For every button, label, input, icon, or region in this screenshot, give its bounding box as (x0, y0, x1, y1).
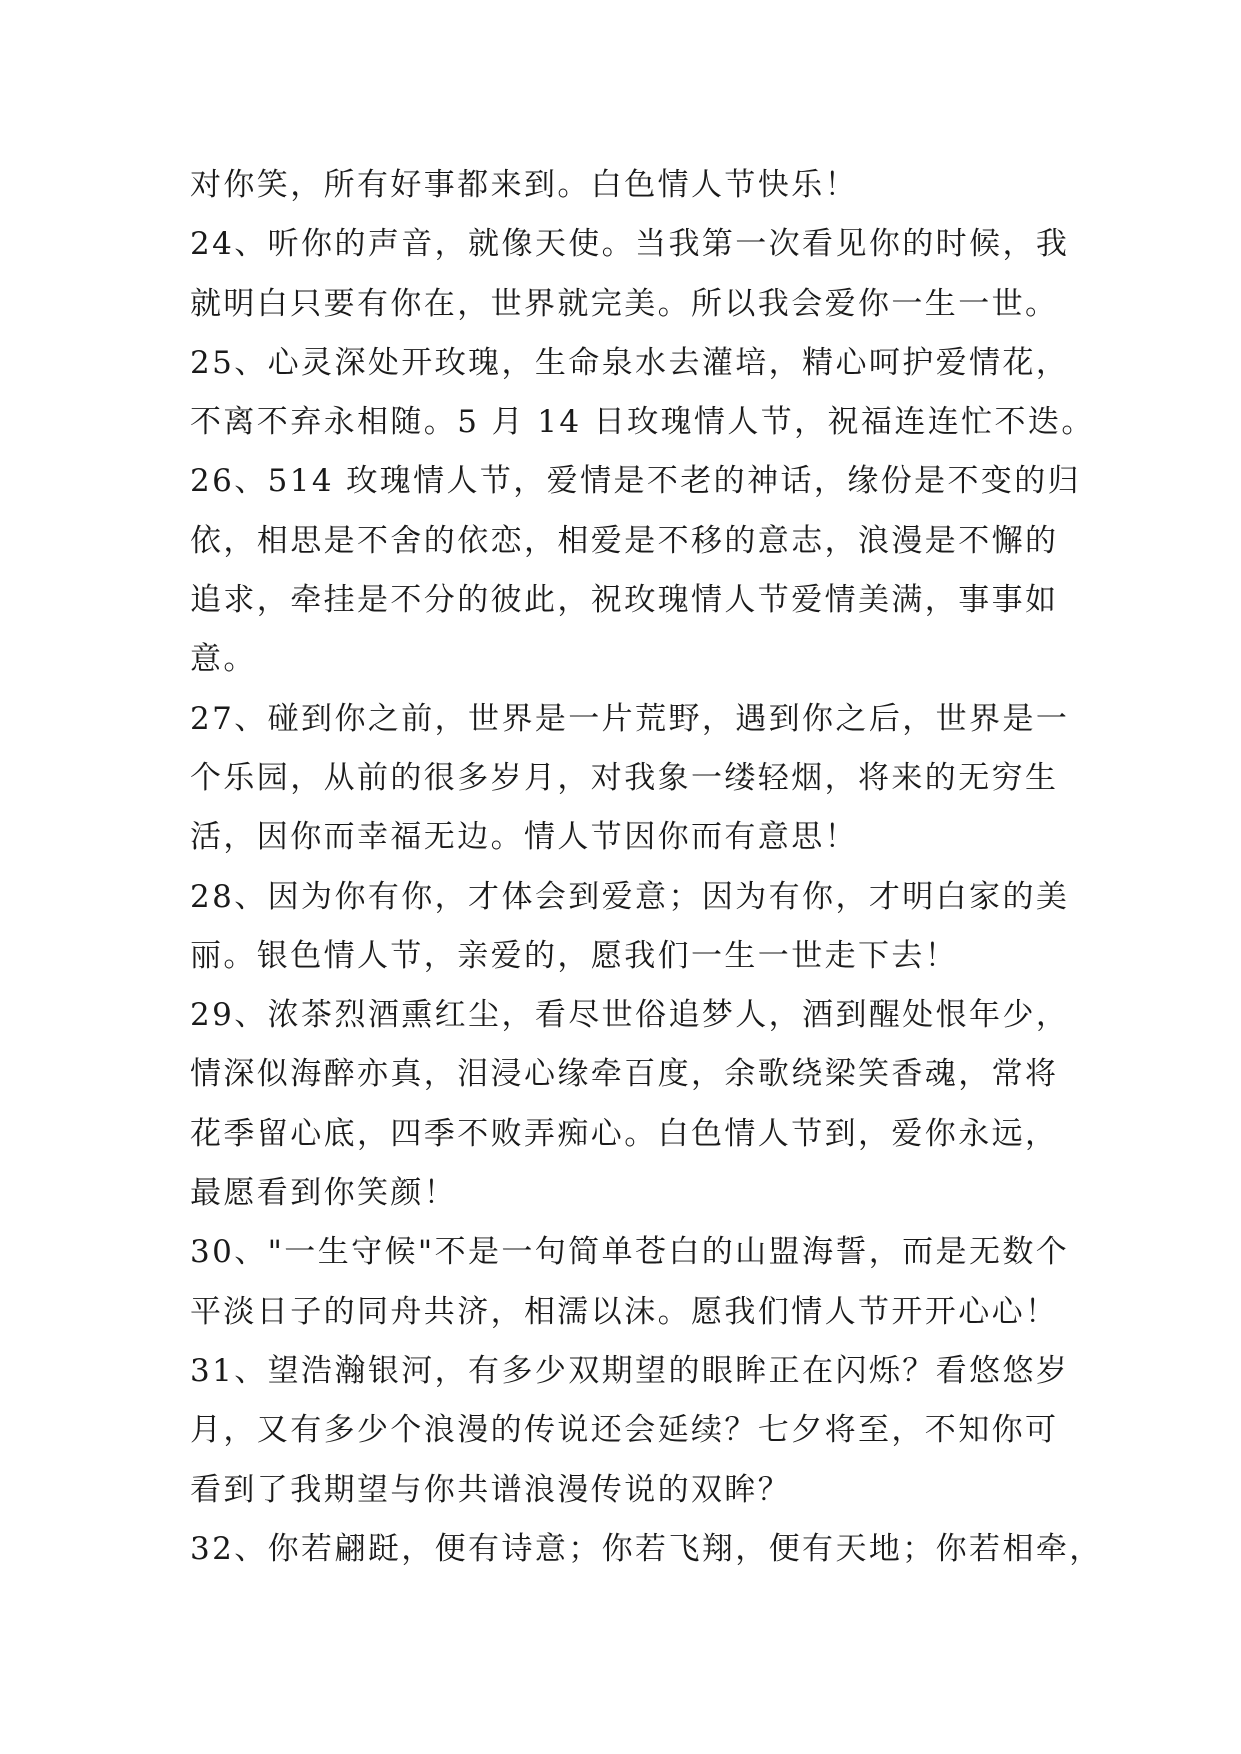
text-line: 对你笑，所有好事都来到。白色情人节快乐！ (190, 167, 858, 203)
text-line: 意。 (190, 641, 257, 678)
text-line: 看到了我期望与你共谱浪漫传说的双眸？ (190, 1471, 792, 1508)
text-line: 平淡日子的同舟共济，相濡以沫。愿我们情人节开开心心！ (190, 1293, 1059, 1330)
document-body (190, 156, 1103, 1579)
text-line: 不离不弃永相随。5 月 14 日玫瑰情人节，祝福连连忙不迭。 (190, 404, 1095, 441)
text-line: 依，相思是不舍的依恋，相爱是不移的意志，浪漫是不懈的 (190, 522, 1059, 559)
text-line: 32、你若翩跹，便有诗意；你若飞翔，便有天地；你若相牵， (190, 1530, 1103, 1567)
text-line: 29、浓茶烈酒熏红尘，看尽世俗追梦人，酒到醒处恨年少， (190, 997, 1070, 1034)
text-line: 花季留心底，四季不败弄痴心。白色情人节到，爱你永远， (190, 1115, 1059, 1152)
text-line: 28、因为你有你，才体会到爱意；因为有你，才明白家的美 (190, 878, 1070, 915)
text-line: 25、心灵深处开玫瑰，生命泉水去灌培，精心呵护爱情花， (190, 344, 1070, 381)
text-line: 最愿看到你笑颜！ (190, 1175, 458, 1212)
text-line: 26、514 玫瑰情人节，爱情是不老的神话，缘份是不变的归 (190, 463, 1082, 500)
text-line: 31、望浩瀚银河，有多少双期望的眼眸正在闪烁？看悠悠岁 (190, 1352, 1070, 1389)
text-line: 27、碰到你之前，世界是一片荒野，遇到你之后，世界是一 (190, 700, 1070, 737)
text-line: 24、听你的声音，就像天使。当我第一次看见你的时候，我 (190, 226, 1070, 263)
text-line: 丽。银色情人节，亲爱的，愿我们一生一世走下去！ (190, 937, 959, 974)
text-line: 月，又有多少个浪漫的传说还会延续？七夕将至，不知你可 (190, 1412, 1059, 1449)
text-line: 情深似海醉亦真，泪浸心缘牵百度，余歌绕梁笑香魂，常将 (190, 1056, 1059, 1093)
text-line: 就明白只要有你在，世界就完美。所以我会爱你一生一世。 (190, 285, 1059, 322)
text-line: 个乐园，从前的很多岁月，对我象一缕轻烟，将来的无穷生 (190, 759, 1059, 796)
text-line: 30、"一生守候"不是一句简单苍白的山盟海誓，而是无数个 (190, 1234, 1070, 1271)
text-line: 活，因你而幸福无边。情人节因你而有意思！ (190, 819, 858, 856)
text-line: 追求，牵挂是不分的彼此，祝玫瑰情人节爱情美满，事事如 (190, 582, 1059, 619)
